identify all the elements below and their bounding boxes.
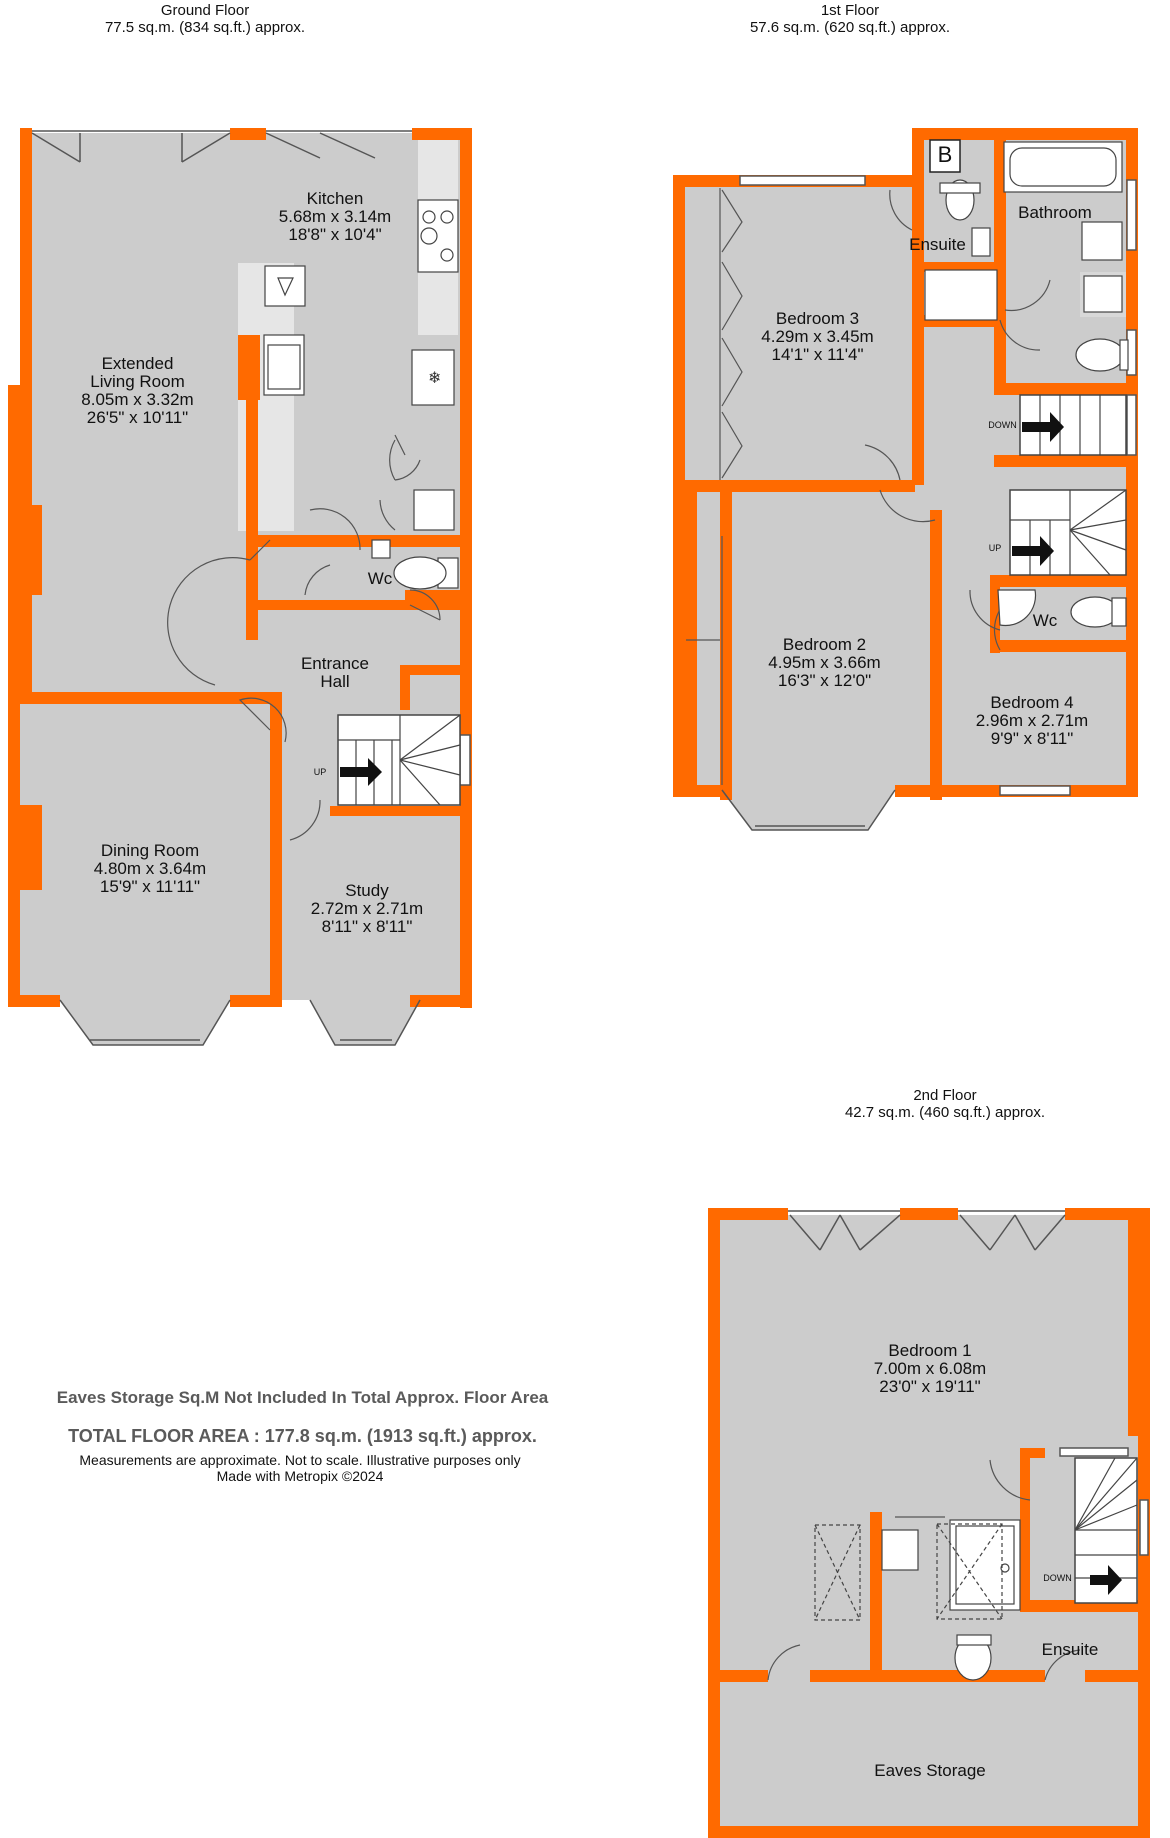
- room-wc-first-label: [1025, 612, 1065, 630]
- room-bathroom-label: [1010, 204, 1100, 222]
- room-name: Study: [345, 881, 389, 900]
- second-floor-plan: [708, 1208, 1150, 1838]
- room-metric: 5.68m x 3.14m: [278, 207, 392, 226]
- room-study-label: [292, 882, 442, 936]
- room-eaves-label: [860, 1762, 1000, 1780]
- room-ensuite1-label: [900, 236, 975, 254]
- second-floor-header: [810, 1087, 1080, 1121]
- ground-floor-name: Ground Floor: [160, 2, 250, 19]
- room-imperial: 18'8" x 10'4": [288, 225, 382, 244]
- second-stairs-down-label: DOWN: [1043, 1573, 1072, 1583]
- first-floor-area: 57.6 sq.m. (620 sq.ft.) approx.: [749, 19, 951, 36]
- room-hall-label: [285, 655, 385, 691]
- room-bedroom2-label: [752, 636, 897, 690]
- room-metric: 7.00m x 6.08m: [873, 1359, 987, 1378]
- room-ensuite2-label: [1030, 1641, 1110, 1659]
- room-name: Dining Room: [100, 841, 200, 860]
- room-imperial: 23'0" x 19'11": [879, 1377, 981, 1396]
- room-kitchen-label: [260, 190, 410, 244]
- room-name: Ensuite: [1041, 1640, 1099, 1659]
- credit: Made with Metropix ©2024: [216, 1468, 384, 1484]
- second-floor-name: 2nd Floor: [913, 1087, 977, 1104]
- ground-floor-header: [60, 2, 350, 36]
- room-imperial: 9'9" x 8'11": [990, 729, 1074, 748]
- room-metric: 2.96m x 2.71m: [975, 711, 1089, 730]
- first-stairs-up-label: UP: [988, 543, 1002, 553]
- room-bedroom3-label: [745, 310, 890, 364]
- eaves-note: Eaves Storage Sq.M Not Included In Total Approx. Floor Area: [56, 1388, 549, 1407]
- room-wc-ground-label: [360, 570, 400, 588]
- room-metric: 8.05m x 3.32m: [81, 390, 194, 409]
- room-imperial: 8'11" x 8'11": [321, 917, 413, 936]
- room-name: Wc: [367, 569, 393, 588]
- first-stairs-down-label: DOWN: [988, 420, 1017, 430]
- room-name: Bedroom 1: [888, 1341, 972, 1360]
- boiler-label: B: [937, 142, 953, 167]
- room-imperial: 15'9" x 11'11": [99, 877, 201, 896]
- room-name: Entrance: [300, 654, 370, 673]
- room-name: Kitchen: [306, 189, 364, 208]
- room-bedroom1-label: [855, 1342, 1005, 1396]
- room-metric: 4.95m x 3.66m: [768, 653, 881, 672]
- room-name: Bedroom 4: [990, 693, 1074, 712]
- room-living-label: [60, 355, 215, 427]
- room-name: Extended: [101, 354, 174, 373]
- room-imperial: 16'3" x 12'0": [777, 671, 872, 690]
- room-name-line2: Living Room: [90, 372, 185, 391]
- ground-floor-area: 77.5 sq.m. (834 sq.ft.) approx.: [104, 19, 306, 36]
- room-dining-label: [70, 842, 230, 896]
- room-metric: 4.29m x 3.45m: [761, 327, 874, 346]
- room-name: Eaves Storage: [874, 1761, 986, 1780]
- room-name: Wc: [1032, 611, 1058, 630]
- ground-stairs-up-label: UP: [313, 767, 327, 777]
- room-metric: 2.72m x 2.71m: [310, 899, 424, 918]
- room-imperial: 14'1" x 11'4": [771, 345, 864, 364]
- room-bedroom4-label: [962, 694, 1102, 748]
- first-floor-name: 1st Floor: [820, 2, 880, 19]
- second-stairs: [1075, 1458, 1137, 1603]
- room-name-line2: Hall: [320, 672, 350, 691]
- room-name: Bathroom: [1018, 203, 1092, 222]
- room-name: Bedroom 2: [782, 635, 867, 654]
- room-metric: 4.80m x 3.64m: [93, 859, 207, 878]
- disclaimer: Measurements are approximate. Not to scale. Illustrative purposes only: [79, 1452, 521, 1468]
- snowflake-icon: ❄: [428, 368, 442, 387]
- first-floor-header: [715, 2, 985, 36]
- ground-stairs: [338, 715, 460, 805]
- room-imperial: 26'5" x 10'11": [86, 408, 189, 427]
- room-name: Ensuite: [909, 235, 966, 254]
- second-floor-area: 42.7 sq.m. (460 sq.ft.) approx.: [844, 1104, 1046, 1121]
- total-floor-area: TOTAL FLOOR AREA : 177.8 sq.m. (1913 sq.ft.) approx.: [68, 1426, 537, 1446]
- room-name: Bedroom 3: [775, 309, 860, 328]
